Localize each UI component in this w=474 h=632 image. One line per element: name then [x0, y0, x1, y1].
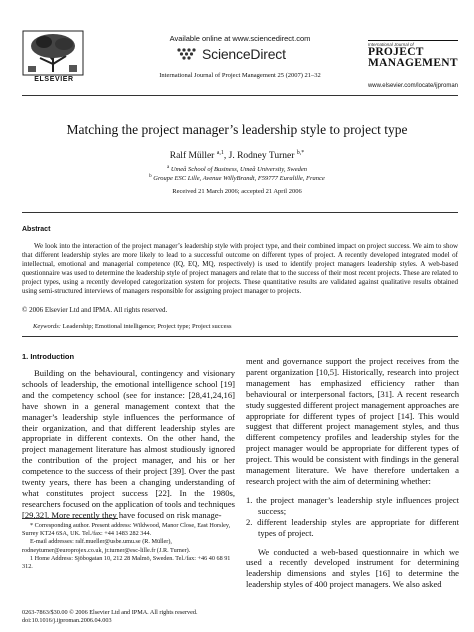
- author-name: Ralf Müller: [169, 151, 215, 161]
- affiliation-b: [0, 174, 474, 182]
- list-item: 1. the project manager’s leadership style influences project success;: [246, 494, 459, 516]
- section-heading: 1. Introduction: [22, 352, 75, 361]
- affiliation-text: Umeå School of Business, Umeå University, Sweden: [170, 166, 307, 173]
- author-affiliation-mark: b,*: [296, 150, 305, 156]
- footnote-home-address: 1 Home Address: Sjöbogatan 10, 212 28 Malmö, Sweden. Tel./fax: +46 40 68 91 312.: [22, 554, 231, 571]
- author-line: [0, 150, 474, 161]
- author-name: J. Rodney Turner: [228, 151, 295, 161]
- research-questions-list: [246, 495, 459, 539]
- affiliation-a: [0, 165, 474, 173]
- publisher-name: ELSEVIER: [34, 76, 74, 83]
- body-paragraph: Building on the behavioural, contingency and visionary schools of leadership, the emotional intelligence school [19] and the competency school (see for instance: [28,41,24,16] have shown in a general management context that the manager’s leadership style influences the performance of their organization, and that different leadership styles are appropriate in different contexts. On the other hand, the project management literature has almost studiously ignored the contribution of the project manager, and his or her competence to the success of their project [39]. Over the past twenty years, there has been a changing understanding of what constitutes project success [22]. In the 1980s, researchers focused on the application of tools and techniques [29,32]. More recently they have focused on risk manage-: [22, 368, 235, 520]
- doi-line[interactable]: doi:10.1016/j.ijproman.2006.04.003: [22, 617, 112, 624]
- issn-line: 0263-7863/$30.00 © 2006 Elsevier Ltd and IPMA. All rights reserved.: [22, 609, 198, 616]
- abstract-bottom-rule: [22, 336, 458, 337]
- footnote-rule: [22, 518, 118, 519]
- left-column: [22, 368, 235, 521]
- affiliation-mark: b: [149, 174, 152, 179]
- journal-logo-line1: PROJECT: [368, 46, 424, 58]
- body-paragraph: We conducted a web-based questionnaire in which we used a recently developed instrument for determining leadership dimensions and styles [16] to determine the leadership styles of 400 project managers. We also asked: [246, 546, 459, 590]
- journal-logo-top: International Journal of: [368, 40, 458, 47]
- front-matter: [22, 609, 198, 625]
- footnote-email[interactable]: E-mail addresses: ralf.mueller@usbe.umu.se (R. Müller), rodneyturner@europrojex.co.uk, jr.turner@esc-lille.fr (J.R. Turner).: [22, 538, 191, 554]
- abstract-heading: Abstract: [22, 226, 51, 233]
- footnotes: [22, 522, 235, 571]
- available-online-text: Available online at www.sciencedirect.com: [169, 34, 311, 43]
- list-item: 2. different leadership styles are appropriate for different types of project.: [246, 516, 459, 538]
- keywords: [33, 323, 232, 330]
- journal-site-url[interactable]: www.elsevier.com/locate/ijproman: [367, 83, 458, 89]
- keywords-list: Leadership; Emotional intelligence; Project type; Project success: [62, 323, 232, 330]
- right-column: [246, 356, 459, 590]
- sciencedirect-dots-icon: [176, 47, 198, 61]
- author-separator: ,: [223, 151, 229, 161]
- header-rule: [22, 95, 458, 96]
- affiliation-mark: a: [167, 165, 170, 170]
- abstract-copyright: © 2006 Elsevier Ltd and IPMA. All rights reserved.: [22, 306, 168, 314]
- abstract-text: We look into the interaction of the project manager’s leadership style with project type, and their combined impact on project success. We aim to show that different leadership styles are more likely to lead to a successful outcome on different types of project. A recently developed integrated model of intellectual, emotional and managerial competence (IQ, EQ, MQ, respectively) is used to identify project managers leadership styles. A web-based questionnaire was used to determine the leadership style of project managers and relate that to the success of their most recent projects. These are related to project types, using a recently developed categorization system for projects. These quantitative results are validated against qualitative results obtained using semi-structured interviews of managers responsible for assigning project manager to projects.: [22, 242, 458, 296]
- body-paragraph: ment and governance support the project receives from the parent organization [10,5]. Historically, research into project management has emphasized efficiency rather than behavioural or interpersonal factors, [31]. A recent research study suggested different project management approaches are appropriate for different types of project [14]. This would suggest that different project management styles, and thus different competency profiles and leadership styles for the project manager would be appropriate for different types of project. This would be consistent with findings in the general management literature. We have therefore undertaken a research project with the aim of determining whether:: [246, 356, 459, 486]
- abstract-top-rule: [22, 212, 458, 213]
- keywords-label: Keywords:: [33, 323, 61, 330]
- footnote-corresponding: * Corresponding author. Present address: Wildwood, Manor Close, East Horsley, Surrey KT24 6SA, UK. Tel./fax: +44 1483 282 344.: [22, 522, 231, 538]
- received-dates: Received 21 March 2006; accepted 21 April 2006: [172, 188, 302, 195]
- author-affiliation-mark: a,1: [216, 150, 224, 156]
- sciencedirect-logo: [176, 46, 286, 62]
- article-title: Matching the project manager’s leadership style to project type: [66, 122, 408, 137]
- sciencedirect-name: ScienceDirect: [202, 46, 286, 62]
- affiliation-text: Groupe ESC Lille, Avenue WillyBrandt, F59777 Euralille, France: [153, 175, 325, 182]
- journal-citation: International Journal of Project Management 25 (2007) 21–32: [159, 72, 321, 79]
- journal-logo-line2: MANAGEMENT: [368, 56, 458, 69]
- journal-logo: [368, 40, 458, 68]
